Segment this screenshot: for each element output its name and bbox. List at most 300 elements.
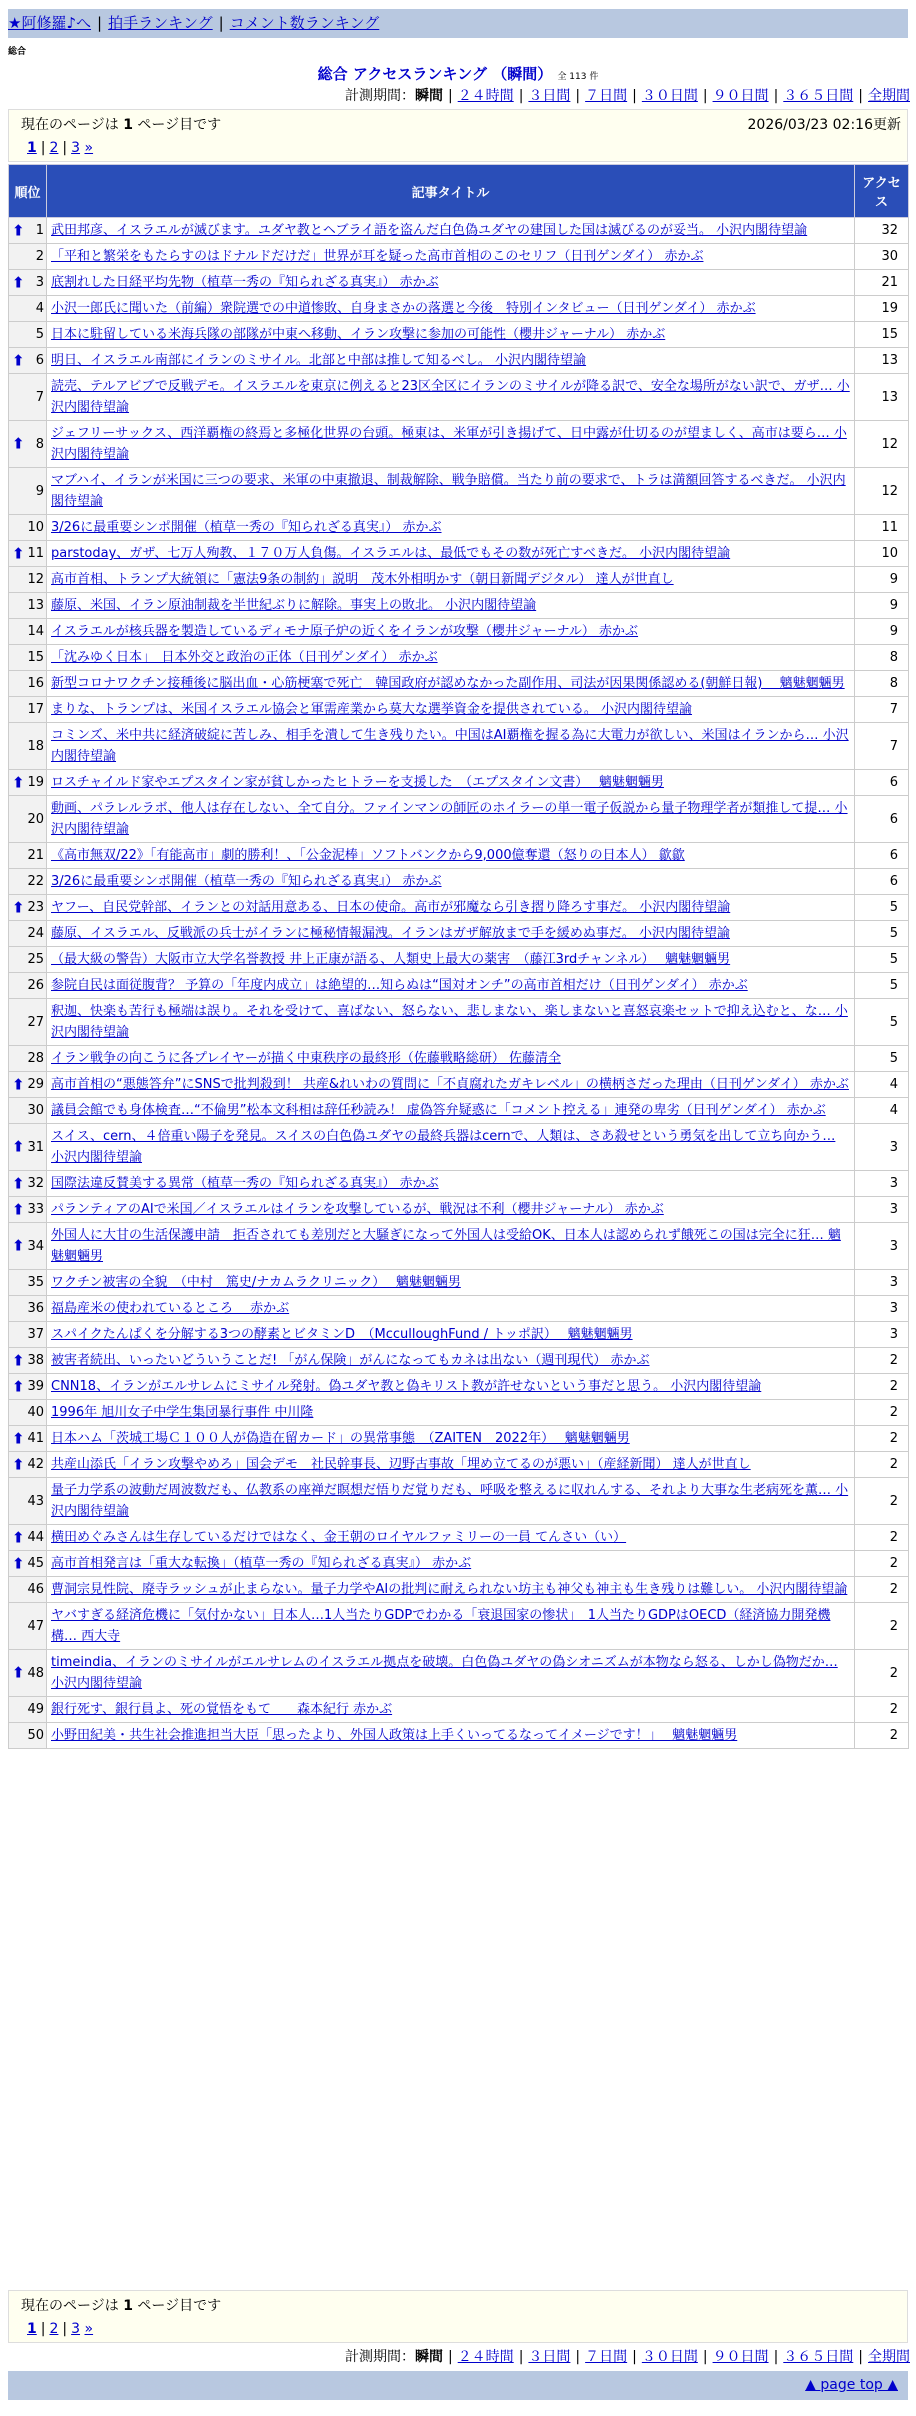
rank-number: 26 [27, 978, 44, 993]
access-count: 4 [855, 1072, 909, 1098]
article-link[interactable]: 小野田紀美・共生社会推進担当大臣「思ったより、外国人政策は上手くいってるなってイメージです！」 魑魅魍魎男 [51, 1728, 738, 1743]
article-link[interactable]: 曹洞宗見性院、廃寺ラッシュが止まらない。量子力学やAIの批判に耐えられない坊主も神父も神主も生き残りは難しい。 小沢内閣待望論 [51, 1582, 848, 1597]
page-info-prefix: 現在のページは [21, 2298, 119, 2314]
article-link[interactable]: マブハイ、イランが米国に三つの要求、米軍の中東撤退、制裁解除、戦争賠償。当たり前の要求で、トラは満額回答するべきだ。 小沢内閣待望論 [51, 473, 846, 509]
access-count: 2 [855, 1650, 909, 1697]
access-count: 8 [855, 671, 909, 697]
rank-number: 30 [27, 1103, 44, 1118]
article-link[interactable]: ヤフー、自民党幹部、イランとの対話用意ある、日本の使命。高市が邪魔なら引き摺り降ろす事だ。 小沢内閣待望論 [51, 900, 731, 915]
article-link[interactable]: 明日、イスラエル南部にイランのミサイル。北部と中部は推して知るべし。 小沢内閣待望論 [51, 353, 587, 368]
rank-number: 42 [27, 1457, 44, 1472]
table-row [9, 1577, 909, 1603]
rank-number: 39 [27, 1379, 44, 1394]
period-separator: | [702, 2349, 708, 2365]
period-option-3[interactable]: ７日間 [585, 88, 628, 104]
rank-number: 22 [27, 874, 44, 889]
table-row [9, 348, 909, 374]
rank-cell [9, 645, 47, 671]
access-count: 8 [855, 645, 909, 671]
rank-cell [9, 1072, 47, 1098]
rank-cell [9, 1650, 47, 1697]
rank-number: 1 [35, 223, 44, 238]
title-cell [47, 671, 855, 697]
clap-ranking-link[interactable]: 拍手ランキング [108, 14, 213, 32]
article-link[interactable]: 新型コロナワクチン接種後に脳出血・心筋梗塞で死亡 韓国政府が認めなかった副作用、司法が因果関係認める(朝鮮日報) 魑魅魍魎男 [51, 676, 845, 691]
article-link[interactable]: スイス、cern、４倍重い陽子を発見。スイスの白色偽ユダヤの最終兵器はcernで、人類は、さあ殺せという勇気を出して立ち向かう… 小沢内閣待望論 [51, 1129, 836, 1165]
period-selector-bottom [345, 2346, 910, 2366]
period-label: 計測期間： [344, 88, 415, 104]
rank-cell [9, 1197, 47, 1223]
pager-page-3[interactable]: 3 [71, 140, 81, 156]
rank-number: 13 [27, 598, 44, 613]
article-link[interactable]: イラン戦争の向こうに各プレイヤーが描く中東秩序の最終形（佐藤戦略総研） 佐藤清全 [51, 1051, 561, 1066]
table-row [9, 1046, 909, 1072]
rank-number: 17 [27, 702, 44, 717]
period-separator: | [858, 2349, 863, 2365]
table-row [9, 270, 909, 296]
top-nav-bar [8, 9, 908, 38]
rank-cell [9, 895, 47, 921]
table-row [9, 1098, 909, 1124]
period-option-5[interactable]: ９０日間 [712, 2349, 769, 2365]
table-row [9, 843, 909, 869]
article-link[interactable]: 武田邦彦、イスラエルが滅びます。ユダヤ教とヘブライ語を盗んだ白色偽ユダヤの建国した国は滅びるのが妥当。 小沢内閣待望論 [51, 223, 808, 238]
rank-number: 16 [27, 676, 44, 691]
rank-cell [9, 843, 47, 869]
rank-cell [9, 296, 47, 322]
rank-number: 25 [27, 952, 44, 967]
article-link[interactable]: ヤバすぎる経済危機に「気付かない」日本人…1人当たりGDPでわかる「衰退国家の惨状」 1人当たりGDPはOECD（経済協力開発機構… 西大寺 [51, 1608, 831, 1644]
current-page-text [21, 114, 221, 134]
rank-up-arrow-icon: ⬆ [12, 1137, 25, 1156]
title-cell [47, 1348, 855, 1374]
access-count: 3 [855, 1124, 909, 1171]
rank-cell [9, 515, 47, 541]
rank-cell [9, 671, 47, 697]
period-option-1[interactable]: ２４時間 [457, 2349, 514, 2365]
access-count: 2 [855, 1400, 909, 1426]
table-row [9, 374, 909, 421]
pager-next[interactable]: » [84, 140, 94, 156]
page-info-prefix: 現在のページは [21, 117, 119, 133]
access-count: 2 [855, 1426, 909, 1452]
rank-cell [9, 1296, 47, 1322]
rank-number: 47 [27, 1618, 44, 1634]
rank-cell [9, 593, 47, 619]
article-link[interactable]: CNN18、イランがエルサレムにミサイル発射。偽ユダヤ教と偽キリスト教が許せないという事だと思う。 小沢内閣待望論 [51, 1379, 762, 1394]
title-cell [47, 1098, 855, 1124]
article-link[interactable]: スパイクたんぱくを分解する3つの酵素とビタミンD （McculloughFund / トッポ訳） 魑魅魍魎男 [51, 1327, 633, 1342]
title-cell [47, 593, 855, 619]
access-count: 5 [855, 973, 909, 999]
page-top-link[interactable]: ▲ page top ▲ [805, 2377, 898, 2393]
table-row [9, 723, 909, 770]
home-link[interactable]: ★阿修羅♪へ [8, 14, 92, 32]
pager-page-2[interactable]: 2 [49, 2321, 59, 2337]
article-link[interactable]: parstoday、ガザ、七万人殉教、１７０万人負傷。イスラエルは、最低でもその数が死亡すべきだ。 小沢内閣待望論 [51, 546, 731, 561]
article-link[interactable]: 1996年 旭川女子中学生集団暴行事件 中川隆 [51, 1405, 314, 1420]
article-link[interactable]: 高市首相の“悪態答弁”にSNSで批判殺到！ 共産&れいわの質問に「不貞腐れたガキレベル」の横柄さだった理由（日刊ゲンダイ） 赤かぶ [51, 1077, 849, 1092]
title-cell [47, 1322, 855, 1348]
rank-number: 11 [27, 546, 44, 561]
table-row [9, 671, 909, 697]
rank-cell [9, 1270, 47, 1296]
title-cell [47, 244, 855, 270]
article-link[interactable]: 動画、パラレルラボ、他人は存在しない、全て自分。ファインマンの師匠のホイラーの単一電子仮説から量子物理学者が類推して提… 小沢内閣待望論 [51, 801, 848, 837]
rank-number: 23 [27, 900, 44, 915]
table-row [9, 567, 909, 593]
table-row [9, 973, 909, 999]
pager-next[interactable]: » [84, 2321, 94, 2337]
title-cell [47, 723, 855, 770]
table-row [9, 869, 909, 895]
rank-up-arrow-icon: ⬆ [12, 1528, 25, 1546]
access-count: 10 [855, 541, 909, 567]
article-link[interactable]: 釈迦、快楽も苦行も極端は誤り。それを受けて、喜ばない、怒らない、悲しまない、楽しまないと喜怒哀楽セットで抑え込むと、な… 小沢内閣待望論 [51, 1004, 848, 1040]
rank-number: 36 [27, 1301, 44, 1316]
period-separator: | [447, 88, 453, 104]
comment-ranking-link[interactable]: コメント数ランキング [229, 14, 380, 32]
title-cell [47, 921, 855, 947]
table-row [9, 1452, 909, 1478]
article-link[interactable]: 小沢一郎氏に聞いた（前編）衆院選での中道惨敗、自身まさかの落選と今後 特別インタビュー（日刊ゲンダイ） 赤かぶ [51, 301, 756, 316]
period-option-1[interactable]: ２４時間 [457, 88, 514, 104]
access-count: 2 [855, 1697, 909, 1723]
title-cell [47, 1270, 855, 1296]
rank-up-arrow-icon: ⬆ [12, 1429, 25, 1447]
rank-number: 41 [27, 1431, 44, 1446]
rank-cell [9, 1400, 47, 1426]
article-link[interactable]: 外国人に大甘の生活保護申請 拒否されても差別だと大騒ぎになって外国人は受給OK、日本人は認められず餓死この国は完全に狂… 魑魅魍魎男 [51, 1228, 841, 1264]
table-row [9, 1296, 909, 1322]
table-row [9, 1478, 909, 1525]
table-row [9, 541, 909, 567]
rank-cell [9, 421, 47, 468]
rank-cell [9, 1098, 47, 1124]
table-row [9, 1374, 909, 1400]
period-current: 瞬間 [414, 2349, 443, 2365]
rank-up-arrow-icon: ⬆ [12, 544, 25, 562]
total-count: 全 113 件 [557, 72, 599, 82]
period-selector-top [345, 85, 910, 105]
rank-cell [9, 348, 47, 374]
rank-cell [9, 1046, 47, 1072]
article-link[interactable]: 議員会館でも身体検査…“不倫男”松本文科相は辞任秒読み！ 虚偽答弁疑惑に「コメント控える」連発の卑劣（日刊ゲンダイ） 赤かぶ [51, 1103, 826, 1118]
table-row [9, 1697, 909, 1723]
article-link[interactable]: timeindia、イランのミサイルがエルサレムのイスラエル拠点を破壊。白色偽ユダヤの偽シオニズムが本物なら怒る、しかし偽物だか… 小沢内閣待望論 [51, 1655, 838, 1691]
rank-cell [9, 270, 47, 296]
period-separator: | [632, 2349, 637, 2365]
title-cell [47, 1577, 855, 1603]
article-link[interactable]: 共産山添氏「イラン攻撃やめろ」国会デモ 社民幹事長、辺野古事故「埋め立てるのが悪い」（産経新聞） 達人が世直し [51, 1457, 751, 1472]
period-current: 瞬間 [414, 88, 443, 104]
title-cell [47, 468, 855, 515]
rank-number: 33 [27, 1202, 44, 1217]
title-cell [47, 619, 855, 645]
article-link[interactable]: 国際法違反賛美する異常（植草一秀の『知られざる真実』） 赤かぶ [51, 1176, 439, 1191]
rank-up-arrow-icon: ⬆ [12, 1174, 25, 1192]
rank-number: 31 [27, 1139, 44, 1155]
access-count: 3 [855, 1322, 909, 1348]
article-link[interactable]: 「平和と繁栄をもたらすのはドナルドだけだ」世界が耳を疑った高市首相のこのセリフ（日刊ゲンダイ） 赤かぶ [51, 249, 704, 264]
table-row [9, 593, 909, 619]
article-link[interactable]: 「沈みゆく日本」 日本外交と政治の正体（日刊ゲンダイ） 赤かぶ [51, 650, 438, 665]
access-count: 30 [855, 244, 909, 270]
rank-number: 5 [35, 327, 44, 342]
rank-up-arrow-icon: ⬆ [12, 351, 25, 369]
period-separator: | [518, 2349, 524, 2365]
table-row [9, 515, 909, 541]
access-count: 15 [855, 322, 909, 348]
page-info-number: 1 [123, 2298, 133, 2314]
period-separator: | [773, 2349, 779, 2365]
rank-number: 7 [35, 389, 44, 405]
rank-cell [9, 697, 47, 723]
period-option-3[interactable]: ７日間 [585, 2349, 628, 2365]
access-count: 9 [855, 593, 909, 619]
rank-cell [9, 921, 47, 947]
table-row [9, 619, 909, 645]
rank-up-arrow-icon: ⬆ [12, 434, 25, 453]
title-cell [47, 645, 855, 671]
rank-number: 4 [35, 301, 44, 316]
article-link[interactable]: 日本ハム「茨城工場Ｃ１００人が偽造在留カード」の異常事態 （ZAITEN 2022年） 魑魅魍魎男 [51, 1431, 630, 1446]
title-cell [47, 1374, 855, 1400]
table-row [9, 645, 909, 671]
period-option-7[interactable]: 全期間 [868, 2349, 910, 2365]
period-option-7[interactable]: 全期間 [868, 88, 910, 104]
rank-number: 21 [27, 848, 44, 863]
rank-number: 6 [35, 353, 44, 368]
table-row [9, 1223, 909, 1270]
title-cell [47, 697, 855, 723]
title-cell [47, 1452, 855, 1478]
rank-number: 14 [27, 624, 44, 639]
period-option-5[interactable]: ９０日間 [712, 88, 769, 104]
article-link[interactable]: 3/26に最重要シンポ開催（植草一秀の『知られざる真実』） 赤かぶ [51, 874, 442, 889]
rank-number: 10 [27, 520, 44, 535]
rank-number: 34 [27, 1238, 44, 1254]
table-row [9, 1322, 909, 1348]
rank-number: 29 [27, 1077, 44, 1092]
article-link[interactable]: 福島産米の使われているところ 赤かぶ [51, 1301, 290, 1316]
rank-cell [9, 1452, 47, 1478]
title-cell [47, 1603, 855, 1650]
rank-number: 27 [27, 1014, 44, 1030]
rank-number: 15 [27, 650, 44, 665]
access-count: 4 [855, 1098, 909, 1124]
period-option-2[interactable]: ３日間 [528, 88, 571, 104]
rank-number: 44 [27, 1530, 44, 1545]
access-count: 11 [855, 515, 909, 541]
access-header: アクセス [855, 165, 909, 218]
access-count: 2 [855, 1452, 909, 1478]
period-option-2[interactable]: ３日間 [528, 2349, 571, 2365]
article-link[interactable]: 《高市無双/22》「有能高市」劇的勝利！、「公金泥棒」ソフトバンクから9,000億奪還（怒りの日本人） 歙歙 [51, 848, 685, 863]
period-separator: | [632, 88, 637, 104]
pager-separator: | [62, 2321, 68, 2337]
table-row [9, 1723, 909, 1749]
title-cell [47, 796, 855, 843]
rank-cell [9, 723, 47, 770]
access-count: 32 [855, 218, 909, 244]
page-info-top [8, 109, 908, 162]
title-cell [47, 421, 855, 468]
access-count: 12 [855, 468, 909, 515]
page-title [0, 63, 916, 84]
period-option-6[interactable]: ３６５日間 [783, 88, 854, 104]
article-link[interactable]: 横田めぐみさんは生存しているだけではなく、金王朝のロイヤルファミリーの一員 てんさい（い） [51, 1530, 627, 1545]
title-cell [47, 270, 855, 296]
rank-number: 49 [27, 1702, 44, 1717]
access-count: 13 [855, 348, 909, 374]
article-link[interactable]: 日本に駐留している米海兵隊の部隊が中東へ移動、イラン攻撃に参加の可能性（櫻井ジャーナル） 赤かぶ [51, 327, 666, 342]
rank-number: 43 [27, 1493, 44, 1509]
title-cell [47, 1697, 855, 1723]
rank-cell [9, 567, 47, 593]
rank-number: 24 [27, 926, 44, 941]
article-link[interactable]: 底割れした日経平均先物（植草一秀の『知られざる真実』） 赤かぶ [51, 275, 439, 290]
title-cell [47, 1723, 855, 1749]
table-row [9, 1650, 909, 1697]
period-separator: | [858, 88, 863, 104]
current-page-text [21, 2295, 221, 2315]
article-link[interactable]: パランティアのAIで米国／イスラエルはイランを攻撃しているが、戦況は不利（櫻井ジャーナル） 赤かぶ [51, 1202, 664, 1217]
title-cell [47, 1197, 855, 1223]
table-row [9, 296, 909, 322]
period-separator: | [702, 88, 708, 104]
access-count: 5 [855, 895, 909, 921]
title-cell [47, 1525, 855, 1551]
article-link[interactable]: 3/26に最重要シンポ開催（植草一秀の『知られざる真実』） 赤かぶ [51, 520, 442, 535]
table-row [9, 895, 909, 921]
article-link[interactable]: 銀行死す、銀行員よ、死の覚悟をもて 森本紀行 赤かぶ [51, 1702, 393, 1717]
period-separator: | [447, 2349, 453, 2365]
title-cell [47, 1650, 855, 1697]
access-count: 19 [855, 296, 909, 322]
pager-current[interactable]: 1 [27, 140, 37, 156]
article-link[interactable]: ワクチン被害の全貌 （中村 篤史/ナカムラクリニック） 魑魅魍魎男 [51, 1275, 461, 1290]
period-option-6[interactable]: ３６５日間 [783, 2349, 854, 2365]
title-cell [47, 947, 855, 973]
access-count: 2 [855, 1577, 909, 1603]
rank-number: 37 [27, 1327, 44, 1342]
title-cell [47, 1171, 855, 1197]
rank-cell [9, 1723, 47, 1749]
access-count: 2 [855, 1478, 909, 1525]
rank-number: 12 [27, 572, 44, 587]
pager-separator: | [40, 2321, 46, 2337]
rank-number: 8 [35, 436, 44, 452]
rank-number: 18 [27, 738, 44, 754]
period-separator: | [773, 88, 779, 104]
title-cell [47, 1551, 855, 1577]
access-count: 3 [855, 1171, 909, 1197]
access-count: 6 [855, 843, 909, 869]
table-row [9, 1426, 909, 1452]
rank-cell [9, 468, 47, 515]
access-count: 3 [855, 1296, 909, 1322]
rank-cell [9, 322, 47, 348]
period-separator: | [518, 88, 524, 104]
article-link[interactable]: 量子力学系の波動だ周波数だも、仏教系の座禅だ瞑想だ悟りだ覚りだも、呼吸を整えるに収れんする、それより大事な生老病死を薫… 小沢内閣待望論 [51, 1483, 849, 1519]
table-row [9, 1197, 909, 1223]
access-count: 12 [855, 421, 909, 468]
period-option-4[interactable]: ３０日間 [641, 2349, 698, 2365]
title-cell [47, 515, 855, 541]
rank-number: 20 [27, 811, 44, 827]
rank-number: 48 [27, 1665, 44, 1681]
access-count: 9 [855, 567, 909, 593]
pager-current[interactable]: 1 [27, 2321, 37, 2337]
period-option-4[interactable]: ３０日間 [641, 88, 698, 104]
rank-number: 40 [27, 1405, 44, 1420]
title-cell [47, 1124, 855, 1171]
rank-up-arrow-icon: ⬆ [12, 1377, 25, 1395]
article-link[interactable]: 高市首相、トランプ大統領に「憲法9条の制約」説明 茂木外相明かす（朝日新聞デジタル） 達人が世直し [51, 572, 674, 587]
rank-cell [9, 541, 47, 567]
article-link[interactable]: 読売、テルアビブで反戦デモ。イスラエルを東京に例えると23区全区にイランのミサイルが降る訳で、安全な場所がない訳で、ガザ… 小沢内閣待望論 [51, 379, 850, 415]
pager-page-2[interactable]: 2 [49, 140, 59, 156]
article-link[interactable]: 高市首相発言は「重大な転換」（植草一秀の『知られざる真実』） 赤かぶ [51, 1556, 472, 1571]
article-link[interactable]: 被害者続出、いったいどういうことだ! 「がん保険」がんになってもカネは出ない（週刊現代） 赤かぶ [51, 1353, 650, 1368]
article-link[interactable]: 藤原、イスラエル、反戦派の兵士がイランに極秘情報漏洩。イランはガザ解放まで手を緩めぬ事だ。 小沢内閣待望論 [51, 926, 730, 941]
rank-number: 3 [35, 275, 44, 290]
rank-number: 46 [27, 1582, 44, 1597]
access-count: 2 [855, 1348, 909, 1374]
rank-up-arrow-icon: ⬆ [12, 1554, 25, 1572]
access-count: 2 [855, 1374, 909, 1400]
article-link[interactable]: まりな、トランプは、米国イスラエル協会と軍需産業から莫大な選挙資金を提供されている。 小沢内閣待望論 [51, 702, 693, 717]
article-link[interactable]: （最大級の警告）大阪市立大学名誉教授 井上正康が語る、人類史上最大の薬害 （藤江3rdチャンネル） 魑魅魍魎男 [51, 952, 731, 967]
title-header: 記事タイトル [47, 165, 855, 218]
rank-number: 35 [27, 1275, 44, 1290]
article-link[interactable]: イスラエルが核兵器を製造しているディモナ原子炉の近くをイランが攻撃（櫻井ジャーナル） 赤かぶ [51, 624, 639, 639]
rank-up-arrow-icon: ⬆ [12, 1236, 25, 1255]
title-cell [47, 895, 855, 921]
rank-cell [9, 1603, 47, 1650]
rank-up-arrow-icon: ⬆ [12, 1663, 25, 1682]
nav-separator: | [97, 14, 103, 32]
article-link[interactable]: ロスチャイルド家やエプスタイン家が貧しかったヒトラーを支援した （エプスタイン文書） 魑魅魍魎男 [51, 775, 664, 790]
table-row [9, 697, 909, 723]
rank-up-arrow-icon: ⬆ [12, 221, 25, 239]
article-link[interactable]: ジェフリーサックス、西洋覇権の終焉と多極化世界の台頭。極東は、米軍が引き揚げて、日中露が仕切るのが望ましく、高市は要ら… 小沢内閣待望論 [51, 426, 847, 462]
pager-page-3[interactable]: 3 [71, 2321, 81, 2337]
table-row [9, 1270, 909, 1296]
table-row [9, 244, 909, 270]
nav-separator: | [218, 14, 224, 32]
access-count: 6 [855, 770, 909, 796]
rank-cell [9, 1348, 47, 1374]
page-title-text: 総合 アクセスランキング （瞬間） [317, 65, 553, 83]
title-cell [47, 348, 855, 374]
rank-cell [9, 1697, 47, 1723]
article-link[interactable]: 藤原、米国、イラン原油制裁を半世紀ぶりに解除。事実上の敗北。 小沢内閣待望論 [51, 598, 537, 613]
article-link[interactable]: コミンズ、米中共に経済破綻に苦しみ、相手を潰して生き残りたい。中国はAI覇権を握る為に大電力が欲しい、米国はイランから… 小沢内閣待望論 [51, 728, 849, 764]
rank-up-arrow-icon: ⬆ [12, 1455, 25, 1473]
table-row [9, 1124, 909, 1171]
rank-cell [9, 1478, 47, 1525]
title-cell [47, 1046, 855, 1072]
table-row [9, 468, 909, 515]
access-count: 3 [855, 1197, 909, 1223]
rank-cell [9, 869, 47, 895]
access-count: 21 [855, 270, 909, 296]
rank-cell [9, 947, 47, 973]
article-link[interactable]: 参院自民は面従腹背？ 予算の「年度内成立」は絶望的…知らぬは“国対オンチ”の高市首相だけ（日刊ゲンダイ） 赤かぶ [51, 978, 748, 993]
rank-cell [9, 1124, 47, 1171]
